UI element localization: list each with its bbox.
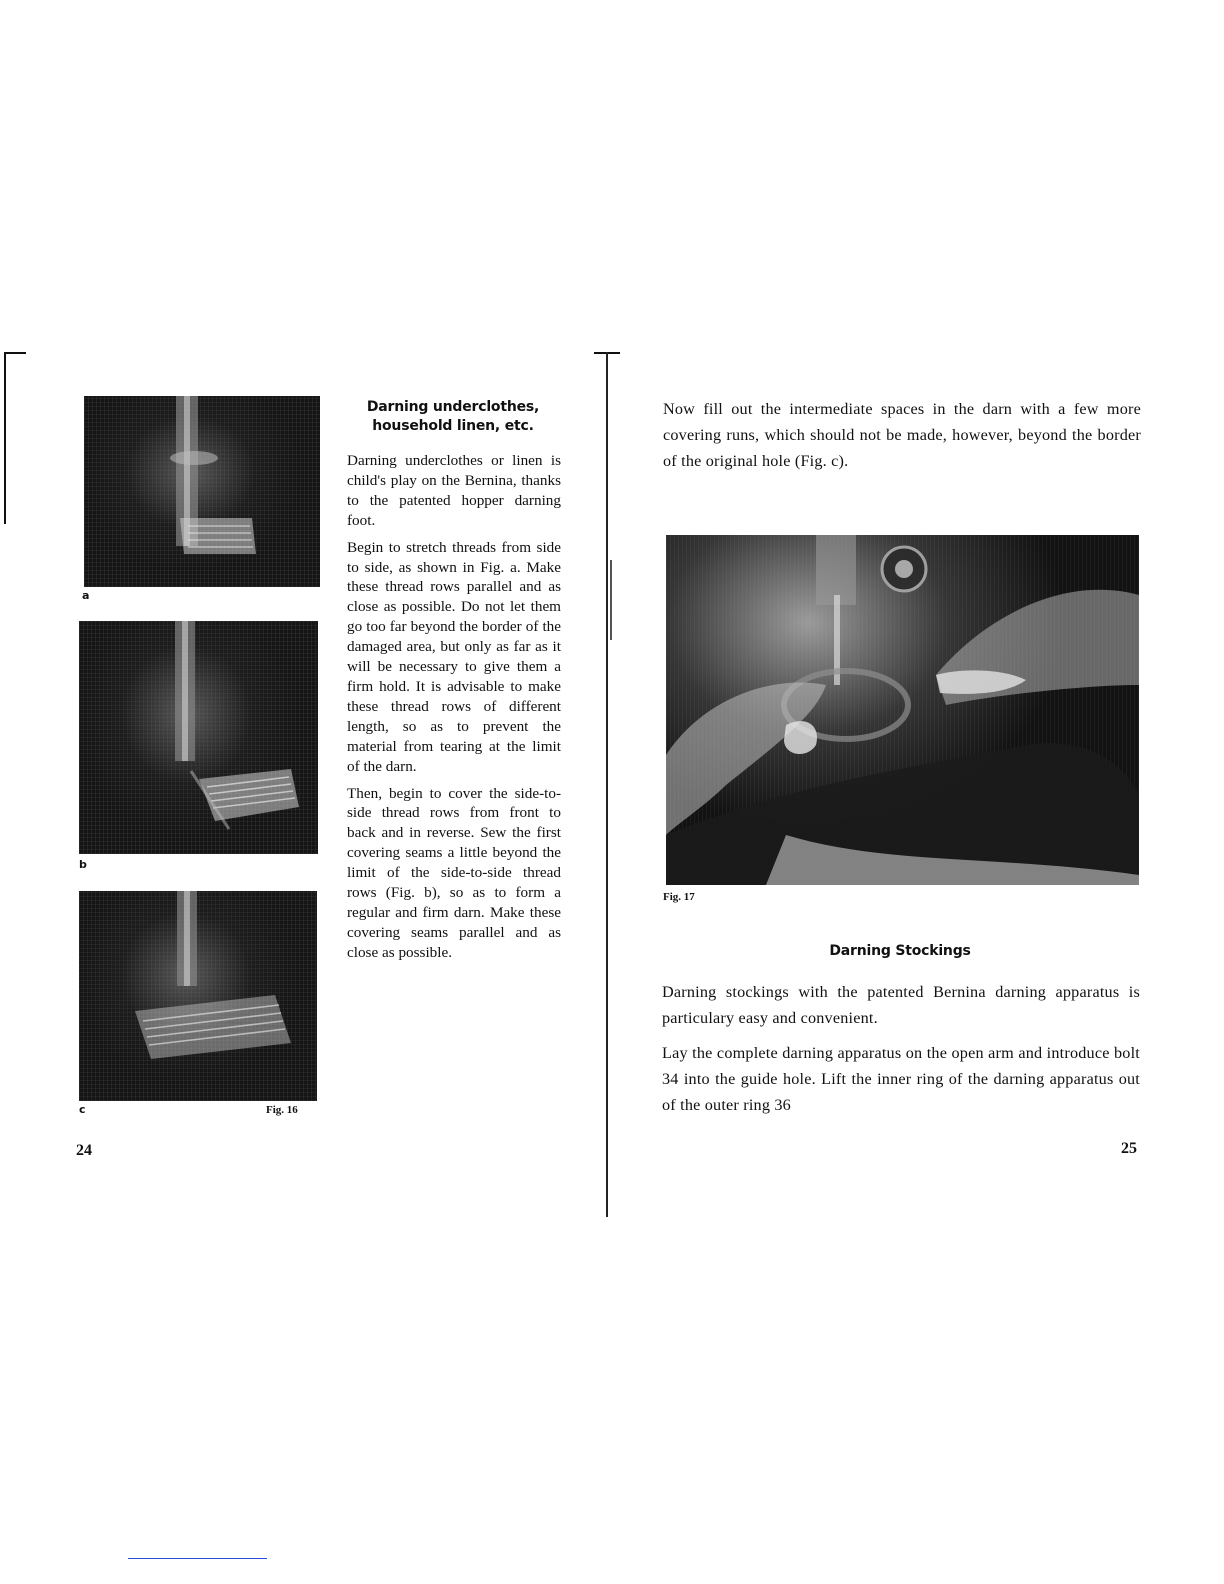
right-body-text bbox=[662, 979, 1140, 1127]
page-number-left: 24 bbox=[76, 1142, 92, 1159]
spine-shadow bbox=[610, 560, 612, 640]
photo-label-c: c bbox=[79, 1103, 86, 1116]
darning-foot-illustration-a bbox=[84, 396, 320, 587]
photo-label-a: a bbox=[82, 589, 90, 602]
photo-fig16c bbox=[79, 891, 317, 1101]
darning-foot-illustration-c bbox=[79, 891, 317, 1101]
spine-line bbox=[606, 352, 608, 1217]
darning-foot-illustration-b bbox=[79, 621, 318, 854]
photo-fig16a bbox=[84, 396, 320, 587]
paragraph-cover-rows: Then, begin to cover the side-to-side thread rows from front to back and in reverse. Sew the first covering seams a little beyond the limit of the side-to-side thread rows (Fig. b), so as to form a regular and firm darn. Make these covering seams parallel and as close as possible. bbox=[347, 784, 561, 961]
figure-caption-16: Fig. 16 bbox=[266, 1104, 298, 1116]
page-number-right: 25 bbox=[1121, 1140, 1137, 1157]
crop-mark-left-vertical bbox=[4, 352, 6, 524]
photo-label-b: b bbox=[79, 858, 87, 871]
section-heading-stockings: Darning Stockings bbox=[829, 943, 971, 959]
photo-fig17 bbox=[666, 535, 1139, 885]
heading-line-1: Darning underclothes, bbox=[366, 399, 540, 415]
paragraph-intro: Darning underclothes or linen is child's play on the Bernina, thanks to the patented hopper darning foot. bbox=[347, 452, 561, 529]
figure-caption-17: Fig. 17 bbox=[663, 891, 695, 903]
footer-underline bbox=[128, 1558, 267, 1559]
paragraph-stretch-threads: Begin to stretch threads from side to side, as shown in Fig. a. Make these thread rows parallel and as close as possible. Do not let them go too far beyond the border of the damaged area, but only as far as it will be necessary to give them a firm hold. It is advisable to make these thread rows of different length, so as to prevent the material from tearing at the limit of the darn. bbox=[347, 538, 561, 775]
stocking-darning-illustration bbox=[666, 535, 1139, 885]
crop-mark-left-horizontal bbox=[4, 352, 26, 354]
left-body-text bbox=[347, 451, 561, 970]
paragraph-stockings-intro: Darning stockings with the patented Bernina darning apparatus is particulary easy and convenient. bbox=[662, 983, 1140, 1027]
paragraph-fill-spaces: Now fill out the intermediate spaces in the darn with a few more covering runs, which should not be made, however, beyond the border of the original hole (Fig. c). bbox=[663, 400, 1141, 470]
right-intro-text bbox=[663, 396, 1141, 483]
heading-line-2: household linen, etc. bbox=[372, 418, 534, 434]
paragraph-lay-apparatus: Lay the complete darning apparatus on the open arm and introduce bolt 34 into the guide hole. Lift the inner ring of the darning apparatus out of the outer ring 36 bbox=[662, 1044, 1140, 1114]
photo-fig16b bbox=[79, 621, 318, 854]
section-heading-underclothes bbox=[340, 398, 566, 436]
